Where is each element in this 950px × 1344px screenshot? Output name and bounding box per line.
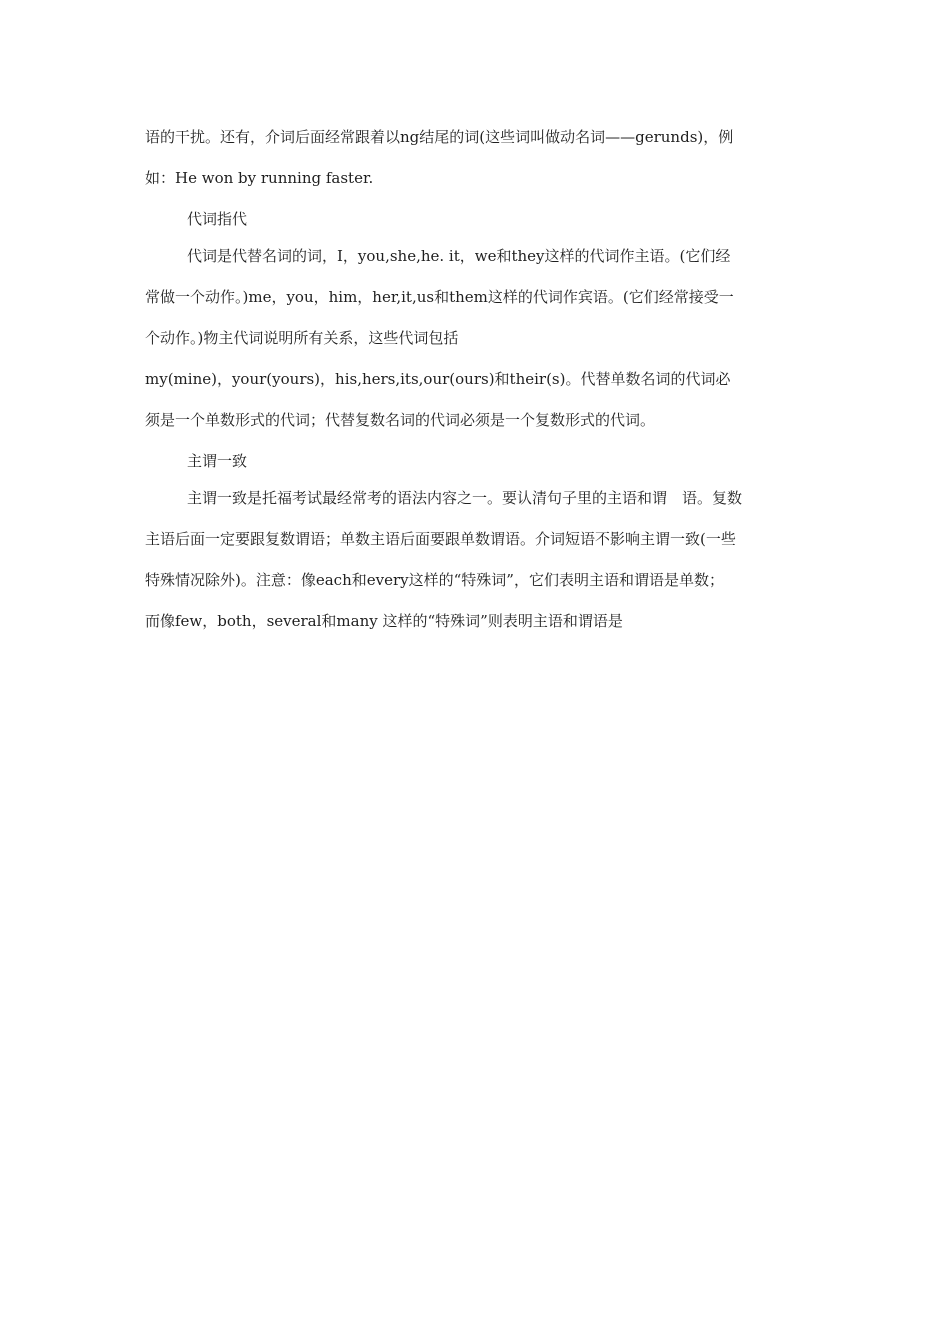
paragraph-line: 主谓一致是托福考试最经常考的语法内容之一。要认清句子里的主语和谓 语。复数	[187, 489, 743, 507]
paragraph-line: 常做一个动作。)me，you，him，her,it,us和them这样的代词作宾语。(它们经常接受一	[145, 288, 734, 306]
document-body	[145, 122, 810, 647]
paragraph-line: 而像few，both，several和many 这样的“特殊词”则表明主语和谓语是	[145, 612, 623, 630]
section-heading-pronoun-reference: 代词指代	[187, 210, 248, 228]
paragraph-line: 代词是代替名词的词，I，you,she,he. it，we和they这样的代词作主语。(它们经	[187, 247, 731, 265]
section-heading-subject-verb-agreement: 主谓一致	[187, 452, 248, 470]
paragraph-line: 特殊情况除外)。注意：像each和every这样的“特殊词”，它们表明主语和谓语是单数；	[145, 571, 724, 589]
paragraph-line: my(mine)，your(yours)，his,hers,its,our(ours)和their(s)。代替单数名词的代词必	[145, 370, 731, 388]
paragraph-line: 语的干扰。还有，介词后面经常跟着以ng结尾的词(这些词叫做动名词——gerunds)，例	[145, 128, 734, 146]
paragraph-line: 主语后面一定要跟复数谓语；单数主语后面要跟单数谓语。介词短语不影响主谓一致(一些	[145, 530, 736, 548]
paragraph-line: 个动作。)物主代词说明所有关系，这些代词包括	[145, 329, 459, 347]
paragraph-line: 须是一个单数形式的代词；代替复数名词的代词必须是一个复数形式的代词。	[145, 411, 656, 429]
paragraph-line: 如：He won by running faster.	[145, 169, 374, 187]
